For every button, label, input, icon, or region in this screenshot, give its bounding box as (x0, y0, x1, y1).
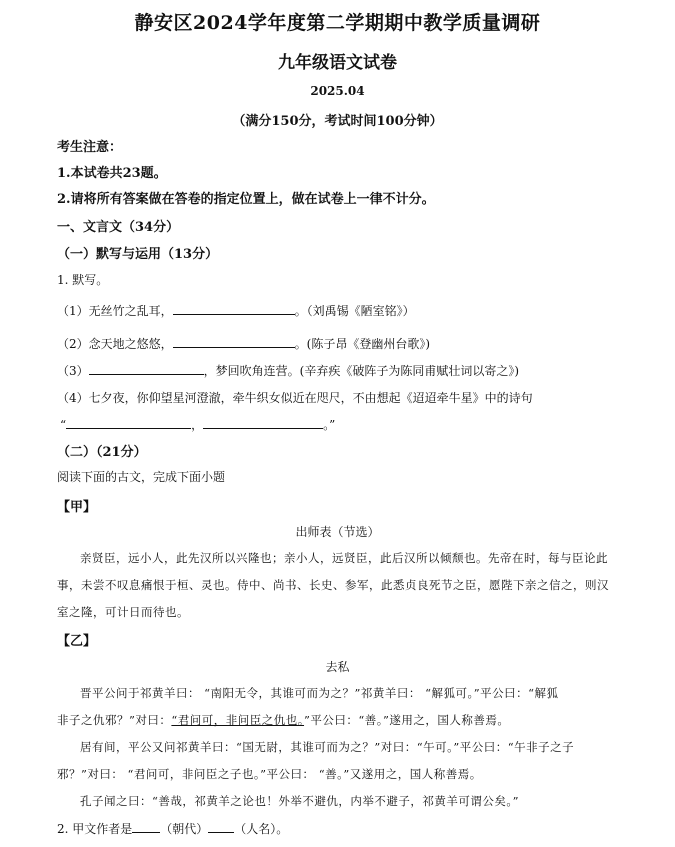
q2-middle: （朝代） (160, 822, 209, 836)
notice-item-2: 2.请将所有答案做在答卷的指定位置上，做在试卷上一律不计分。 (57, 192, 435, 207)
q1-p4-open-quote: “ (60, 418, 67, 432)
passage-b-line-2-prefix: 非子之仇邪？”对曰： (57, 713, 172, 727)
notice-item-1: 1.本试卷共23题。 (57, 166, 167, 181)
q1-p3-prefix: （3） (57, 364, 89, 378)
q1-p2-suffix: 。(陈子昂《登幽州台歌》) (294, 337, 431, 351)
passage-b-line-5: 孔子闻之曰：“善哉，祁黄羊之论也！外举不避仇，内举不避子，祁黄羊可谓公矣。” (80, 794, 520, 808)
question-1-part-3 (57, 362, 519, 379)
underlined-sentence: “君问可，非问臣之仇也。 (171, 713, 305, 727)
answer-blank-5[interactable] (203, 416, 323, 429)
question-1-part-1 (57, 302, 415, 319)
question-1-stem: 1. 默写。 (57, 273, 109, 287)
passage-b-line-1: 晋平公问于祁黄羊曰： “南阳无令，其谁可而为之？”祁黄羊曰： “解狐可。”平公曰：“解狐 (80, 686, 559, 700)
q1-p4-close-quote: 。” (323, 418, 336, 432)
exam-date: 2025.04 (310, 84, 365, 98)
question-1-part-4: （4）七夕夜，你仰望星河澄澈，牵牛织女似近在咫尺，不由想起《迢迢牵牛星》中的诗句 (57, 391, 533, 405)
question-1-part-4-answer-line (60, 416, 335, 433)
passage-b-title: 去私 (325, 660, 350, 674)
passage-b-line-4: 邪？”对曰： “君问可，非问臣之子也。”平公曰： “善。”又遂用之，国人称善焉。 (57, 767, 482, 781)
section-2-instruction: 阅读下面的古文，完成下面小题 (57, 470, 226, 484)
answer-blank-4[interactable] (66, 416, 191, 429)
question-1-part-2 (57, 335, 430, 352)
answer-blank-author[interactable] (208, 820, 234, 833)
section-2-title: （二）（21分） (57, 445, 147, 460)
q1-p3-suffix: ，梦回吹角连营。(辛弃疾《破阵子为陈同甫赋壮词以寄之》) (203, 364, 520, 378)
exam-title: 静安区2024学年度第二学期期中教学质量调研 (134, 12, 541, 34)
passage-b-line-2-suffix: ”平公曰：“善。”遂用之，国人称善焉。 (304, 713, 510, 727)
section-1-sub-1: （一）默写与运用（13分） (57, 247, 219, 262)
answer-blank-1[interactable] (173, 302, 295, 315)
section-1-title: 一、文言文（34分） (57, 220, 180, 235)
exam-score-time: （满分150分，考试时间100分钟） (232, 114, 443, 129)
passage-b-line-2 (57, 712, 509, 728)
passage-a-title: 出师表（节选） (295, 525, 380, 539)
notice-heading: 考生注意： (57, 140, 123, 155)
q1-p4-comma: ， (191, 418, 204, 432)
question-2 (57, 820, 288, 837)
passage-a-line-3: 室之隆，可计日而待也。 (57, 605, 189, 619)
answer-blank-2[interactable] (173, 335, 295, 348)
passage-b-line-3: 居有间，平公又问祁黄羊曰：“国无尉，其谁可而为之？”对曰：“午可。”平公曰：“午非子之子 (80, 740, 575, 754)
q1-p2-prefix: （2）念天地之悠悠， (57, 337, 173, 351)
passage-a-line-1: 亲贤臣，远小人，此先汉所以兴隆也；亲小人，远贤臣，此后汉所以倾颓也。先帝在时，每与臣论此 (80, 551, 608, 565)
exam-subtitle: 九年级语文试卷 (278, 53, 397, 73)
passage-a-label: 【甲】 (57, 500, 97, 515)
passage-a-line-2: 事，未尝不叹息痛恨于桓、灵也。侍中、尚书、长史、参军，此悉贞良死节之臣，愿陛下亲之信之，则汉 (57, 578, 609, 592)
q2-suffix: （人名）。 (234, 822, 289, 836)
answer-blank-3[interactable] (89, 362, 204, 375)
q1-p1-suffix: 。（刘禹锡《陋室铭》） (294, 304, 415, 318)
passage-b-label: 【乙】 (57, 634, 97, 649)
q2-prefix: 2. 甲文作者是 (57, 822, 133, 836)
q1-p1-prefix: （1）无丝竹之乱耳， (57, 304, 173, 318)
answer-blank-dynasty[interactable] (132, 820, 160, 833)
